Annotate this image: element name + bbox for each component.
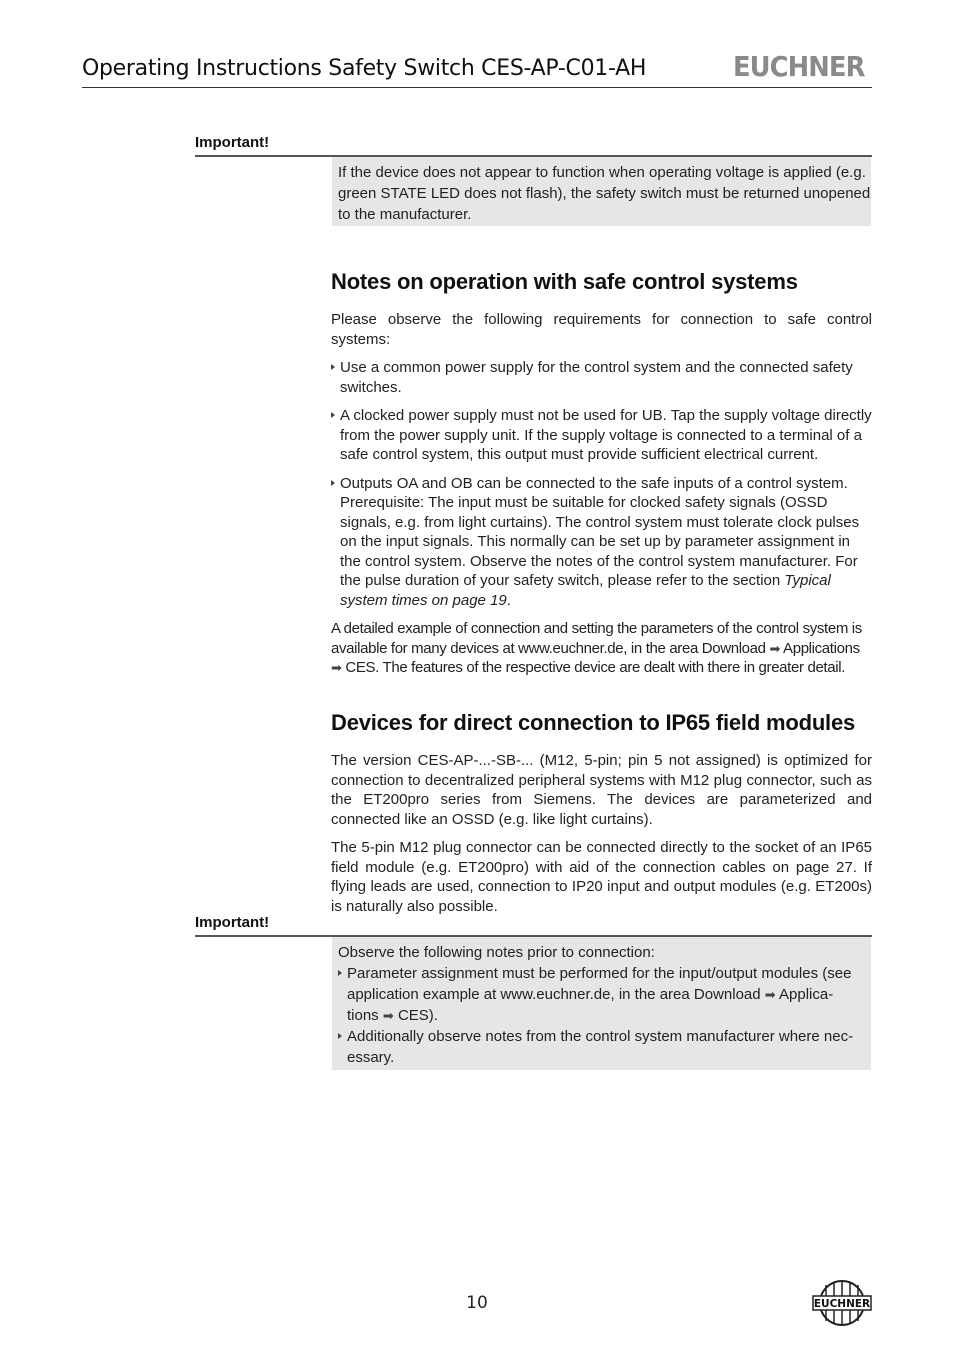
note-line: If the device does not appear to function when operating voltage is applied (e.g. [338, 164, 866, 181]
paragraph: Please observe the following requirements for connection to safe control systems: [331, 311, 872, 348]
note-text: tions [347, 1007, 379, 1024]
list-item-text: . [506, 591, 511, 609]
important-label: Important! [195, 134, 270, 151]
page-number: 10 [466, 1293, 488, 1313]
footer-logo-text: EUCHNER [813, 1298, 871, 1310]
paragraph-text: A detailed example of connection and setting the parameters of the control system is available for many devices at www.euchner.de, in the area Download [331, 620, 862, 657]
document-title: Operating Instructions Safety Switch CES-AP-C01-AH [82, 56, 647, 81]
important-note-box [332, 157, 871, 226]
important-label: Important! [195, 914, 270, 931]
list-item [331, 358, 872, 397]
cross-reference: Typical system times on page 19 [340, 572, 831, 609]
section-ip65-field-modules [331, 709, 872, 925]
note-line [347, 1005, 865, 1026]
note-line: essary. [347, 1049, 395, 1066]
note-line: Parameter assignment must be performed for the input/output modules (see [347, 965, 852, 982]
arrow-right-icon: ➡ [331, 660, 342, 675]
note-line: to the manufacturer. [338, 206, 472, 223]
list-item [338, 1026, 865, 1068]
note-line: green STATE LED does not flash), the safety switch must be returned unopened [338, 185, 871, 202]
list-item-text: Outputs OA and OB can be connected to the safe inputs of a control system. Prerequisite: The input must be suitable for clocked safety signals (OSSD signals, e.g. from light curtains). The control system must tolerate clock pulses on the input signals. This normally can be set up by parameter assignment in the control system. Observe the notes of the control system manufacturer. For the pulse duration of your safety switch, please refer to the section [340, 474, 860, 589]
list-item-text: Use a common power supply for the control system and the connected safety switches. [340, 359, 853, 396]
paragraph [331, 619, 872, 678]
bullet-triangle-icon [338, 970, 342, 976]
bullet-triangle-icon [331, 480, 335, 486]
note-text: Applica- [779, 986, 834, 1003]
note-text: application example at www.euchner.de, in the area Download [347, 986, 761, 1003]
section-safe-control [331, 268, 872, 687]
note-text: CES). [397, 1007, 438, 1024]
paragraph: The 5-pin M12 plug connector can be connected directly to the socket of an IP65 field module (e.g. ET200pro) with aid of the connection cables on page 27. If flying leads are used, connection to IP20 input and output modules (e.g. ET200s) is naturally also possible. [331, 839, 872, 915]
arrow-right-icon: ➡ [764, 987, 776, 1002]
header-divider [82, 87, 872, 88]
section-heading: Notes on operation with safe control systems [331, 269, 798, 294]
section-heading: Devices for direct connection to IP65 field modules [331, 710, 856, 735]
euchner-emblem-logo [812, 1279, 872, 1327]
paragraph: The version CES-AP-...-SB-... (M12, 5-pin; pin 5 not assigned) is optimized for connection to decentralized peripheral systems with M12 plug connector, such as the ET200pro series from Siemens. The devices are parameterized and connected like an OSSD (e.g. like light curtains). [331, 752, 872, 828]
arrow-right-icon: ➡ [382, 1008, 394, 1023]
note-line: Additionally observe notes from the control system manufacturer where nec- [347, 1028, 854, 1045]
note-line [347, 984, 865, 1005]
list-item [338, 963, 865, 1026]
bullet-triangle-icon [338, 1033, 342, 1039]
list-item [331, 406, 872, 465]
list-item [331, 474, 872, 611]
paragraph-text: CES. The features of the respective device are dealt with there in greater detail. [345, 659, 846, 676]
note-line: Observe the following notes prior to connection: [338, 944, 655, 961]
list-item-text: A clocked power supply must not be used for UB. Tap the supply voltage directly from the power supply unit. If the supply voltage is connected to a terminal of a safe control system, this output must provide sufficient electrical current. [340, 407, 872, 463]
paragraph-text: Applications [783, 639, 860, 657]
bullet-triangle-icon [331, 364, 335, 370]
euchner-logo: EUCHNER [733, 50, 865, 83]
important-note-box [332, 937, 871, 1070]
arrow-right-icon: ➡ [769, 640, 781, 656]
bullet-triangle-icon [331, 412, 335, 418]
